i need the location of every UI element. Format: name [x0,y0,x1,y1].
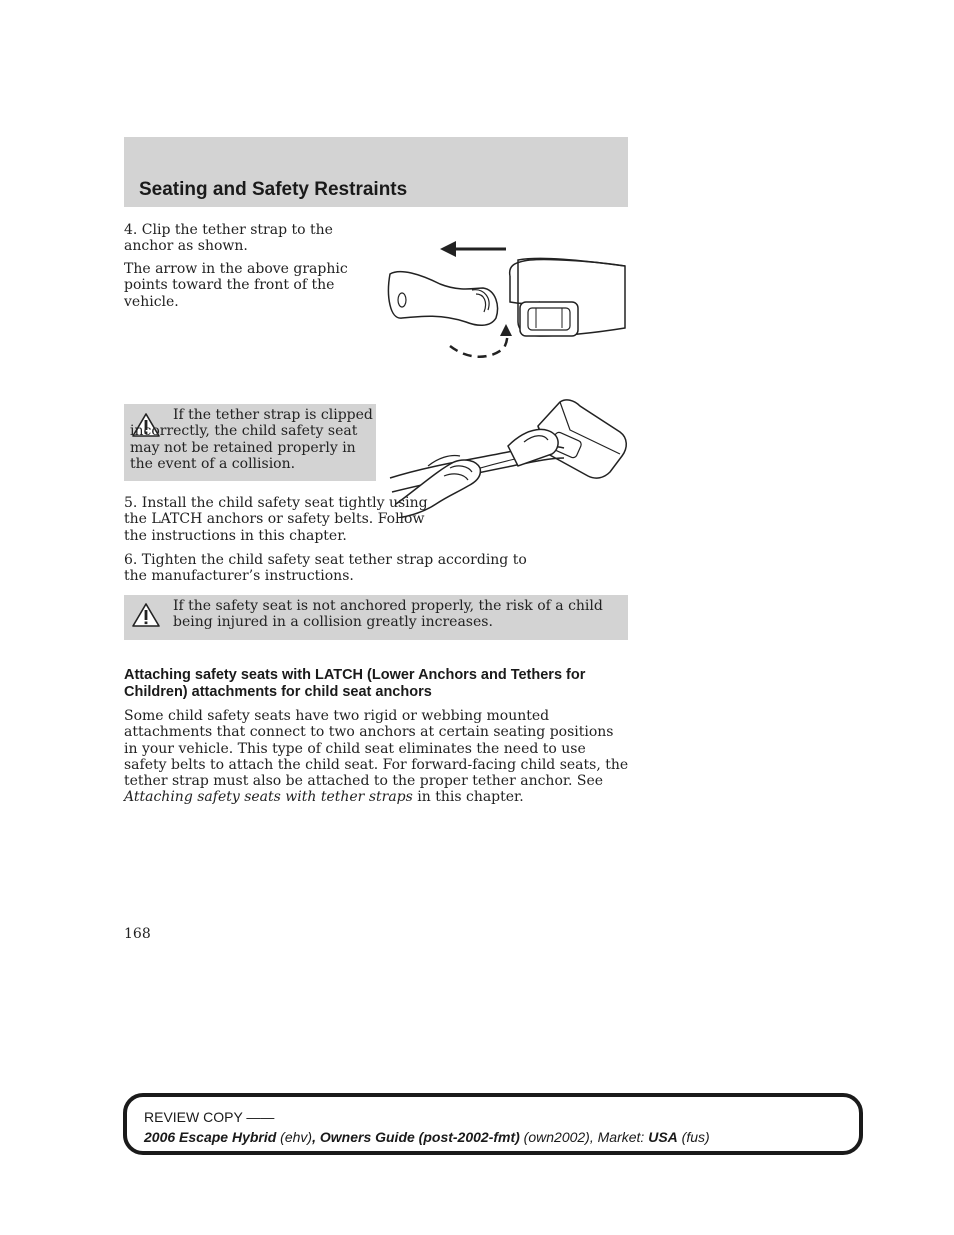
warning-box-anchoring [124,595,628,640]
latch-section-heading: Attaching safety seats with LATCH (Lower Anchors and Tethers for Children) attachments for child seat anchors [124,667,586,700]
tether-clip-illustration [380,236,630,366]
market-name: USA [648,1129,678,1145]
warning-box-tether [124,404,376,481]
document-info [144,1129,710,1145]
market-label: , Market: [589,1129,649,1145]
guide-code: (own2002) [519,1129,590,1145]
warning-text-anchoring: If the safety seat is not anchored properly, the risk of a child being injured in a collision greatly increases. [173,598,603,631]
model-name: 2006 Escape Hybrid [144,1129,277,1145]
review-copy-label: REVIEW COPY —— [144,1109,275,1125]
arrow-note-text: The arrow in the above graphic points toward the front of the vehicle. [124,261,348,310]
warning-text-tether: If the tether strap is clipped incorrectly, the child safety seat may not be retained properly in the event of a collision. [130,407,373,472]
step-5-text [124,495,434,544]
latch-body-crossref: Attaching safety seats with tether straps [124,789,413,806]
guide-name: , Owners Guide (post-2002-fmt) [312,1129,520,1145]
step-4-text: 4. Clip the tether strap to the anchor as shown. [124,222,333,255]
section-header [124,137,628,207]
page-number: 168 [124,926,151,942]
step-5-content: 5. Install the child safety seat tightly using the LATCH anchors or safety belts. Follow the instructions in this chapter. [124,495,428,544]
step-6-text: 6. Tighten the child safety seat tether strap according to the manufacturer’s instructions. [124,552,527,585]
market-code: (fus) [677,1129,710,1145]
latch-body-start: Some child safety seats have two rigid or webbing mounted attachments that connect to two anchors at certain seating positions in your vehicle. This type of child seat eliminates the need to use safety belts to attach the child seat. For forward-facing child seats, the tether strap must also be attached to the proper tether anchor. See [124,708,629,790]
warning-triangle-icon [131,602,161,628]
model-code: (ehv) [276,1129,313,1145]
review-copy-footer [123,1093,863,1155]
latch-body-end: in this chapter. [412,789,524,806]
latch-body-text [124,708,630,806]
page-title: Seating and Safety Restraints [139,179,408,200]
